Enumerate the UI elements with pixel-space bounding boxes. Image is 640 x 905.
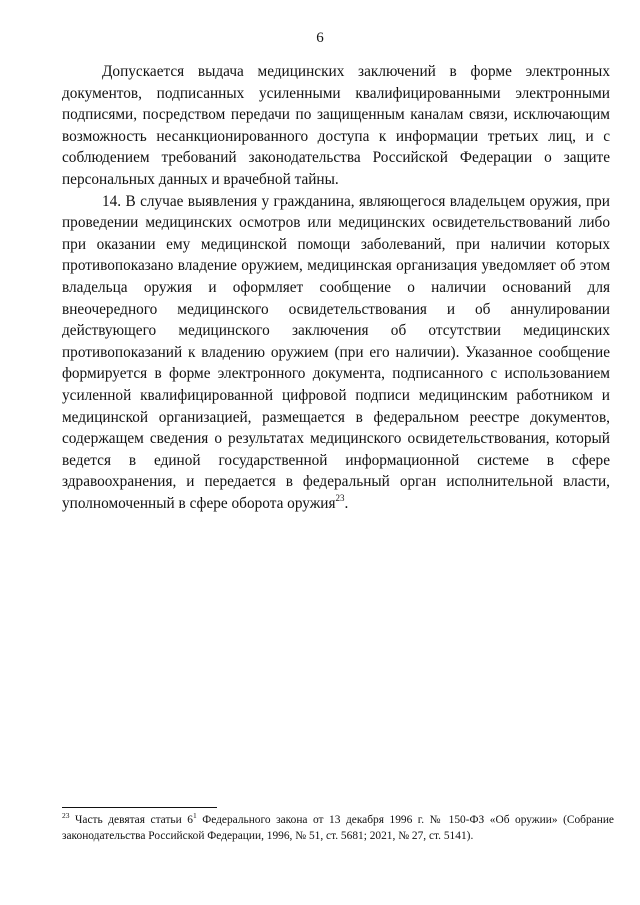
footnote-marker: 23: [62, 811, 70, 821]
footnote-text-before: Часть девятая статьи 6: [75, 814, 193, 826]
footnote: [62, 812, 614, 844]
page-number: 6: [316, 30, 324, 46]
paragraph-14-text: 14. В случае выявления у гражданина, являющегося владельцем оружия, при проведении медицинских осмотров или медицинских освидетельствований либо при оказании ему медицинской помощи заболеваний, при наличии которых противопоказано владение оружием, медицинская организация уведомляет об этом владельца оружия и оформляет сообщение о наличии оснований для внеочередного медицинского освидетельствования и об аннулировании действующего медицинского заключения об отсутствии медицинских противопоказаний к владению оружием (при его наличии). Указанное сообщение формируется в форме электронного документа, подписанного с использованием усиленной квалифицированной цифровой подписи медицинским работником и медицинской организацией, размещается в федеральном реестре документов, содержащем сведения о результатах медицинского освидетельствования, который ведется в единой государственной информационной системе в сфере здравоохранения, и передается в федеральный орган исполнительной власти, уполномоченный в сфере оборота оружия: [62, 192, 610, 512]
paragraph-14-tail: .: [344, 494, 349, 512]
paragraph-14-weapon-owner-notification: [62, 191, 610, 515]
document-body: [62, 61, 610, 514]
footnote-text-after: Федерального закона от 13 декабря 1996 г. № 150-ФЗ «Об оружии» (Собрание законодательства Российской Федерации, 1996, № 51, ст. 5681; 2021, № 27, ст. 5141).: [62, 814, 614, 842]
footnote-separator: [62, 807, 217, 808]
paragraph-electronic-conclusions: Допускается выдача медицинских заключений в форме электронных документов, подписанных усиленными квалифицированными электронными подписями, посредством передачи по защищенным каналам связи, исключающим возможность несанкционированного доступа к информации третьих лиц, и с соблюдением требований законодательства Российской Федерации о защите персональных данных и врачебной тайны.: [62, 63, 610, 188]
footnote-reference[interactable]: 23: [335, 492, 345, 503]
footnote-article-superscript: 1: [192, 811, 197, 821]
